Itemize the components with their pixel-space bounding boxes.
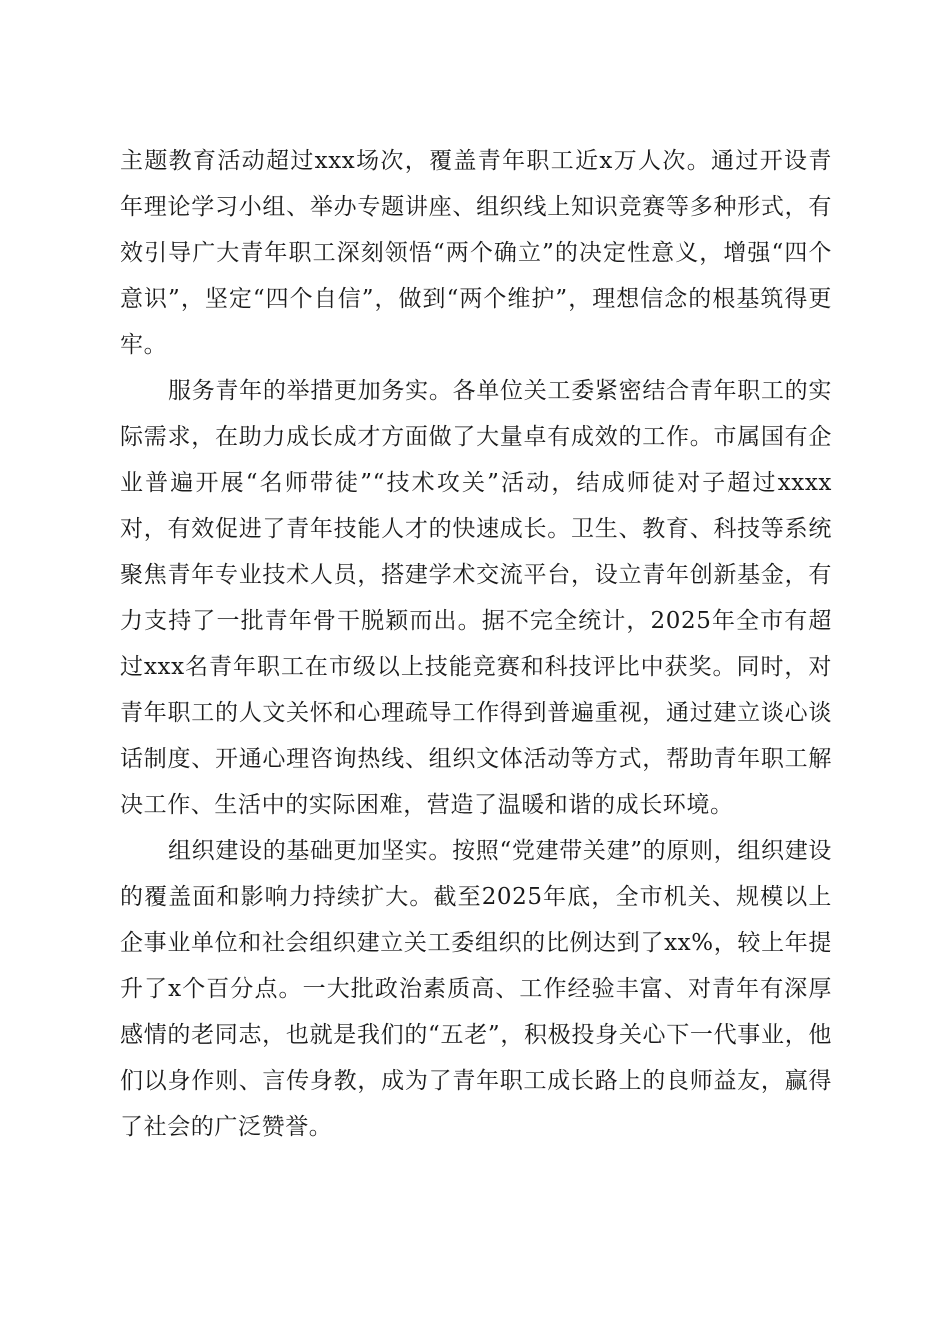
paragraph-service-youth: 服务青年的举措更加务实。各单位关工委紧密结合青年职工的实际需求，在助力成长成才方面做了大量卓有成效的工作。市属国有企业普遍开展“名师带徒”“技术攻关”活动，结成师徒对子超过xxxx对，有效促进了青年技能人才的快速成长。卫生、教育、科技等系统聚焦青年专业技术人员，搭建学术交流平台，设立青年创新基金，有力支持了一批青年骨干脱颖而出。据不完全统计，2025年全市有超过xxx名青年职工在市级以上技能竞赛和科技评比中获奖。同时，对青年职工的人文关怀和心理疏导工作得到普遍重视，通过建立谈心谈话制度、开通心理咨询热线、组织文体活动等方式，帮助青年职工解决工作、生活中的实际困难，营造了温暖和谐的成长环境。 bbox=[120, 378, 832, 818]
paragraph-organization-building: 组织建设的基础更加坚实。按照“党建带关建”的原则，组织建设的覆盖面和影响力持续扩大。截至2025年底，全市机关、规模以上企事业单位和社会组织建立关工委组织的比例达到了xx%，较上年提升了x个百分点。一大批政治素质高、工作经验丰富、对青年有深厚感情的老同志，也就是我们的“五老”，积极投身关心下一代事业，他们以身作则、言传身教，成为了青年职工成长路上的良师益友，赢得了社会的广泛赞誉。 bbox=[120, 838, 832, 1140]
paragraph-theme-education: 主题教育活动超过xxx场次，覆盖青年职工近x万人次。通过开设青年理论学习小组、举办专题讲座、组织线上知识竞赛等多种形式，有效引导广大青年职工深刻领悟“两个确立”的决定性意义，增强“四个意识”，坚定“四个自信”，做到“两个维护”，理想信念的根基筑得更牢。 bbox=[120, 148, 832, 358]
document-body bbox=[120, 138, 832, 1150]
